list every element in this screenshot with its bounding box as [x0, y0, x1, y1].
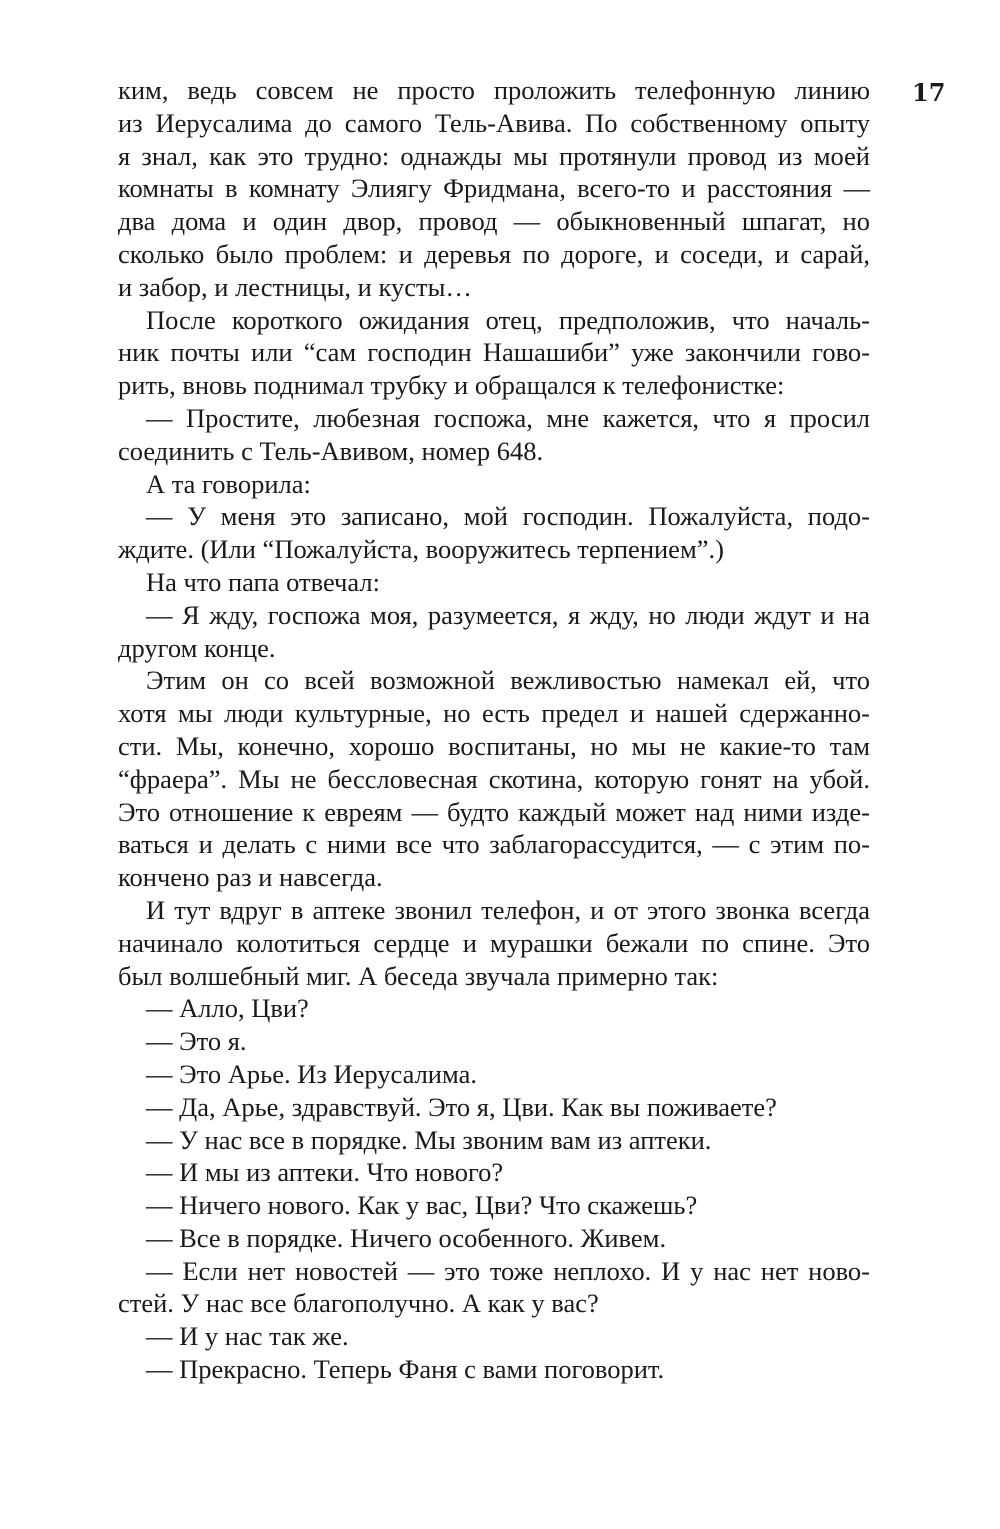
text-line: — Я жду, госпожа моя, разумеется, я жду, но люди ждут и на — [146, 599, 870, 630]
text-line: — У меня это записано, мой господин. Пожалуйста, подо- — [146, 501, 870, 532]
text-line: — Алло, Цви? — [146, 993, 309, 1024]
text-line: — И у нас так же. — [146, 1321, 349, 1352]
text-line: кончено раз и навсегда. — [118, 862, 383, 893]
text-line: — Да, Арье, здравствуй. Это я, Цви. Как вы поживаете? — [146, 1091, 777, 1122]
text-line: — И мы из аптеки. Что нового? — [146, 1157, 504, 1188]
page-number: 17 — [912, 78, 946, 107]
text-line: — Простите, любезная госпожа, мне кажется, что я просил — [146, 402, 870, 433]
text-line: — Ничего нового. Как у вас, Цви? Что скажешь? — [146, 1190, 698, 1221]
text-line: был волшебный миг. А беседа звучала примерно так: — [118, 960, 719, 991]
text-line: ждите. (Или “Пожалуйста, вооружитесь терпением”.) — [118, 534, 724, 565]
text-line: На что папа отвечал: — [146, 566, 380, 597]
text-line: комнаты в комнату Элиягу Фридмана, всего-то и расстояния — — [118, 173, 870, 204]
text-line: я знал, как это трудно: однажды мы протянули провод из моей — [118, 140, 870, 171]
text-line: ваться и делать с ними все что заблагорассудится, — с этим по- — [118, 829, 870, 860]
text-line: — Это я. — [146, 1026, 247, 1057]
text-line: сти. Мы, конечно, хорошо воспитаны, но мы не какие-то там — [118, 730, 870, 761]
text-line: А та говорила: — [146, 468, 311, 499]
text-line: хотя мы люди культурные, но есть предел и нашей сдержанно- — [118, 698, 870, 729]
text-line: начинало колотиться сердце и мурашки бежали по спине. Это — [118, 927, 870, 958]
text-line: После короткого ожидания отец, предположив, что началь- — [146, 304, 870, 335]
text-line: соединить с Тель-Авивом, номер 648. — [118, 435, 544, 466]
text-line: — Если нет новостей — это тоже неплохо. И у нас нет ново- — [146, 1255, 870, 1286]
text-line: Этим он со всей возможной вежливостью намекал ей, что — [146, 665, 870, 696]
text-line: Это отношение к евреям — будто каждый может над ними изде- — [118, 796, 870, 827]
text-line: — У нас все в порядке. Мы звоним вам из аптеки. — [146, 1124, 712, 1155]
text-line: стей. У нас все благополучно. А как у вас? — [118, 1288, 599, 1319]
text-line: другом конце. — [118, 632, 276, 663]
text-line: рить, вновь поднимал трубку и обращался к телефонистке: — [118, 370, 785, 401]
body-text — [118, 74, 870, 1386]
text-line: — Это Арье. Из Иерусалима. — [146, 1058, 477, 1089]
text-line: “фраера”. Мы не бессловесная скотина, которую гонят на убой. — [118, 763, 870, 794]
text-line: — Прекрасно. Теперь Фаня с вами поговорит. — [146, 1354, 665, 1385]
text-line: два дома и один двор, провод — обыкновенный шпагат, но — [118, 206, 870, 237]
text-line: — Все в порядке. Ничего особенного. Живем. — [146, 1222, 667, 1253]
text-line: ким, ведь совсем не просто проложить телефонную линию — [118, 75, 870, 105]
text-line: из Иерусалима до самого Тель-Авива. По собственному опыту — [118, 107, 870, 138]
text-line: сколько было проблем: и деревья по дороге, и соседи, и сарай, — [118, 238, 870, 269]
text-line: И тут вдруг в аптеке звонил телефон, и от этого звонка всегда — [146, 894, 870, 925]
text-line: ник почты или “сам господин Нашашиби” уже закончили гово- — [118, 337, 870, 368]
text-line: и забор, и лестницы, и кусты… — [118, 271, 472, 302]
